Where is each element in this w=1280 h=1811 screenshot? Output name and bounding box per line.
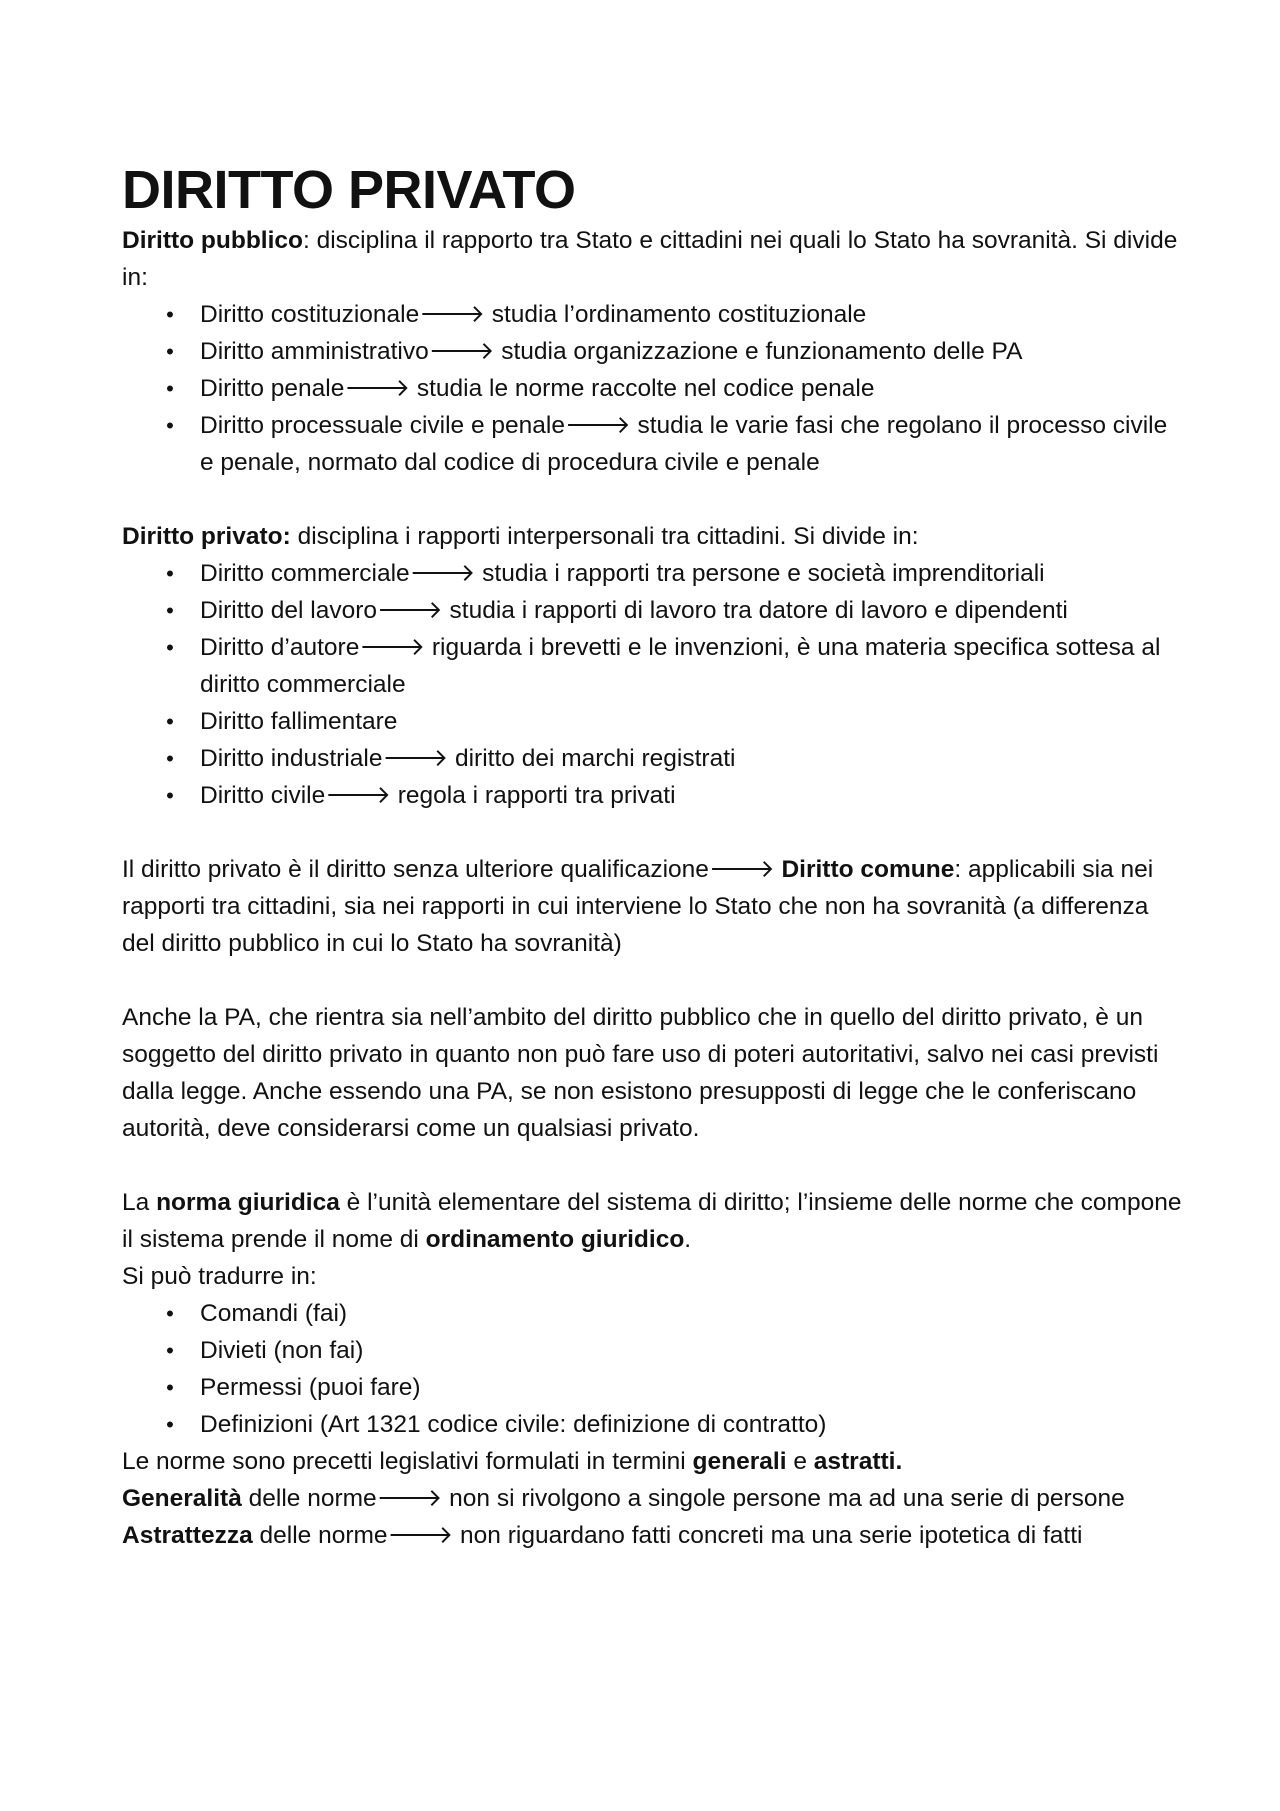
- pa-paragraph: Anche la PA, che rientra sia nell’ambito del diritto pubblico che in quello del diritto privato, è un soggetto del diritto privato in quanto non può fare uso di poteri autoritativi, salvo nei casi previsti dalla legge. Anche essendo una PA, se non esistono presupposti di legge che le conferiscano autorità, deve considerarsi come un qualsiasi privato.: [122, 1004, 1159, 1142]
- list-item: [166, 740, 1182, 777]
- astrattezza-desc: non riguardano fatti concreti ma una serie ipotetica di fatti: [453, 1522, 1083, 1549]
- bullet-icon: •: [166, 1375, 174, 1400]
- bullet-icon: •: [166, 413, 174, 438]
- item-name: Diritto industriale: [200, 745, 383, 772]
- spacer: [122, 962, 1182, 999]
- arrow-icon: 🡒: [387, 1522, 454, 1549]
- bullet-icon: •: [166, 1338, 174, 1363]
- precetti-b1: generali: [692, 1448, 787, 1475]
- item-desc: diritto dei marchi registrati: [448, 745, 736, 772]
- bullet-icon: •: [166, 709, 174, 734]
- arrow-icon: 🡒: [325, 782, 391, 809]
- arrow-icon: 🡒: [564, 412, 631, 439]
- list-item: [166, 629, 1182, 703]
- comune-before: Il diritto privato è il diritto senza ulteriore qualificazione: [122, 856, 709, 883]
- item-name: Diritto penale: [200, 375, 345, 402]
- spacer: [122, 1147, 1182, 1184]
- item-desc: studia l’ordinamento costituzionale: [484, 301, 867, 328]
- norma-intro: Si può tradurre in:: [122, 1263, 317, 1290]
- bullet-icon: •: [166, 746, 174, 771]
- item-desc: studia le varie fasi che regolano il processo civile e penale, normato dal codice di procedura civile e penale: [200, 412, 1168, 476]
- generalita-term: Generalità: [122, 1485, 242, 1512]
- item-name: Definizioni (Art 1321 codice civile: definizione di contratto): [200, 1411, 827, 1438]
- astrattezza-paragraph: [122, 1517, 1182, 1554]
- pubblico-term: Diritto pubblico: [122, 227, 303, 254]
- list-item: [166, 1369, 1182, 1406]
- precetti-text: Le norme sono precetti legislativi formulati in termini: [122, 1448, 693, 1475]
- comune-after: : applicabili sia nei rapporti tra cittadini, sia nei rapporti in cui interviene lo Stato che non ha sovranità (a differenza del diritto pubblico in cui lo Stato ha sovranità): [122, 856, 1154, 957]
- item-desc: riguarda i brevetti e le invenzioni, è una materia specifica sottesa al diritto commerciale: [200, 634, 1161, 698]
- item-name: Diritto d’autore: [200, 634, 360, 661]
- norma-t3: .: [684, 1226, 692, 1253]
- arrow-icon: 🡒: [382, 745, 449, 772]
- arrow-icon: 🡒: [344, 375, 411, 402]
- generalita-desc: non si rivolgono a singole persone ma ad una serie di persone: [442, 1485, 1125, 1512]
- bullet-icon: •: [166, 376, 174, 401]
- arrow-icon: 🡒: [708, 856, 775, 883]
- bullet-icon: •: [166, 598, 174, 623]
- list-item: [166, 333, 1182, 370]
- document-page: [122, 158, 1182, 1554]
- privato-paragraph: [122, 518, 1182, 555]
- item-name: Divieti (non fai): [200, 1337, 364, 1364]
- item-name: Diritto costituzionale: [200, 301, 420, 328]
- item-name: Diritto del lavoro: [200, 597, 378, 624]
- norma-b1: norma giuridica: [156, 1189, 340, 1216]
- bullet-icon: •: [166, 1412, 174, 1437]
- norma-t1: La: [122, 1189, 157, 1216]
- spacer: [122, 481, 1182, 518]
- generalita-paragraph: [122, 1480, 1182, 1517]
- arrow-icon: 🡒: [376, 1485, 443, 1512]
- arrow-icon: 🡒: [359, 634, 426, 661]
- precetti-paragraph: [122, 1443, 1182, 1480]
- item-name: Diritto commerciale: [200, 560, 410, 587]
- item-name: Diritto fallimentare: [200, 708, 398, 735]
- norma-b2: ordinamento giuridico: [425, 1226, 685, 1253]
- pubblico-paragraph: [122, 222, 1182, 296]
- arrow-icon: 🡒: [428, 338, 495, 365]
- comune-term: Diritto comune: [781, 856, 955, 883]
- bullet-icon: •: [166, 783, 174, 808]
- bullet-icon: •: [166, 1301, 174, 1326]
- list-item: [166, 1295, 1182, 1332]
- list-item: [166, 777, 1182, 814]
- list-item: [166, 555, 1182, 592]
- list-item: [166, 370, 1182, 407]
- pubblico-list: [122, 296, 1182, 481]
- item-desc: regola i rapporti tra privati: [390, 782, 676, 809]
- astrattezza-text: delle norme: [252, 1522, 388, 1549]
- pubblico-text: : disciplina il rapporto tra Stato e cittadini nei quali lo Stato ha sovranità. Si divide in:: [122, 227, 1178, 291]
- list-item: [166, 703, 1182, 740]
- list-item: [166, 407, 1182, 481]
- list-item: [166, 1406, 1182, 1443]
- item-name: Comandi (fai): [200, 1300, 348, 1327]
- privato-list: [122, 555, 1182, 814]
- arrow-icon: 🡒: [377, 597, 443, 624]
- privato-text: disciplina i rapporti interpersonali tra cittadini. Si divide in:: [290, 523, 919, 550]
- item-name: Diritto amministrativo: [200, 338, 429, 365]
- list-item: [166, 1332, 1182, 1369]
- bullet-icon: •: [166, 339, 174, 364]
- astrattezza-term: Astrattezza: [122, 1522, 253, 1549]
- item-name: Permessi (puoi fare): [200, 1374, 421, 1401]
- bullet-icon: •: [166, 561, 174, 586]
- item-desc: studia i rapporti tra persone e società imprenditoriali: [475, 560, 1045, 587]
- list-item: [166, 592, 1182, 629]
- bullet-icon: •: [166, 635, 174, 660]
- precetti-b2: astratti.: [813, 1448, 903, 1475]
- norma-paragraph: [122, 1184, 1182, 1258]
- item-desc: studia le norme raccolte nel codice penale: [410, 375, 875, 402]
- norma-list: [122, 1295, 1182, 1443]
- item-name: Diritto civile: [200, 782, 326, 809]
- item-name: Diritto processuale civile e penale: [200, 412, 565, 439]
- bullet-icon: •: [166, 302, 174, 327]
- precetti-mid: e: [786, 1448, 814, 1475]
- comune-paragraph: [122, 851, 1182, 962]
- spacer: [122, 814, 1182, 851]
- item-desc: studia organizzazione e funzionamento delle PA: [494, 338, 1023, 365]
- arrow-icon: 🡒: [419, 301, 485, 328]
- page-title: DIRITTO PRIVATO: [122, 160, 576, 220]
- generalita-text: delle norme: [241, 1485, 377, 1512]
- item-desc: studia i rapporti di lavoro tra datore di lavoro e dipendenti: [442, 597, 1068, 624]
- arrow-icon: 🡒: [409, 560, 476, 587]
- list-item: [166, 296, 1182, 333]
- privato-term: Diritto privato:: [122, 523, 291, 550]
- norma-t2: è l’unità elementare del sistema di diritto; l’insieme delle norme che compone il sistema prende il nome di: [122, 1189, 1182, 1253]
